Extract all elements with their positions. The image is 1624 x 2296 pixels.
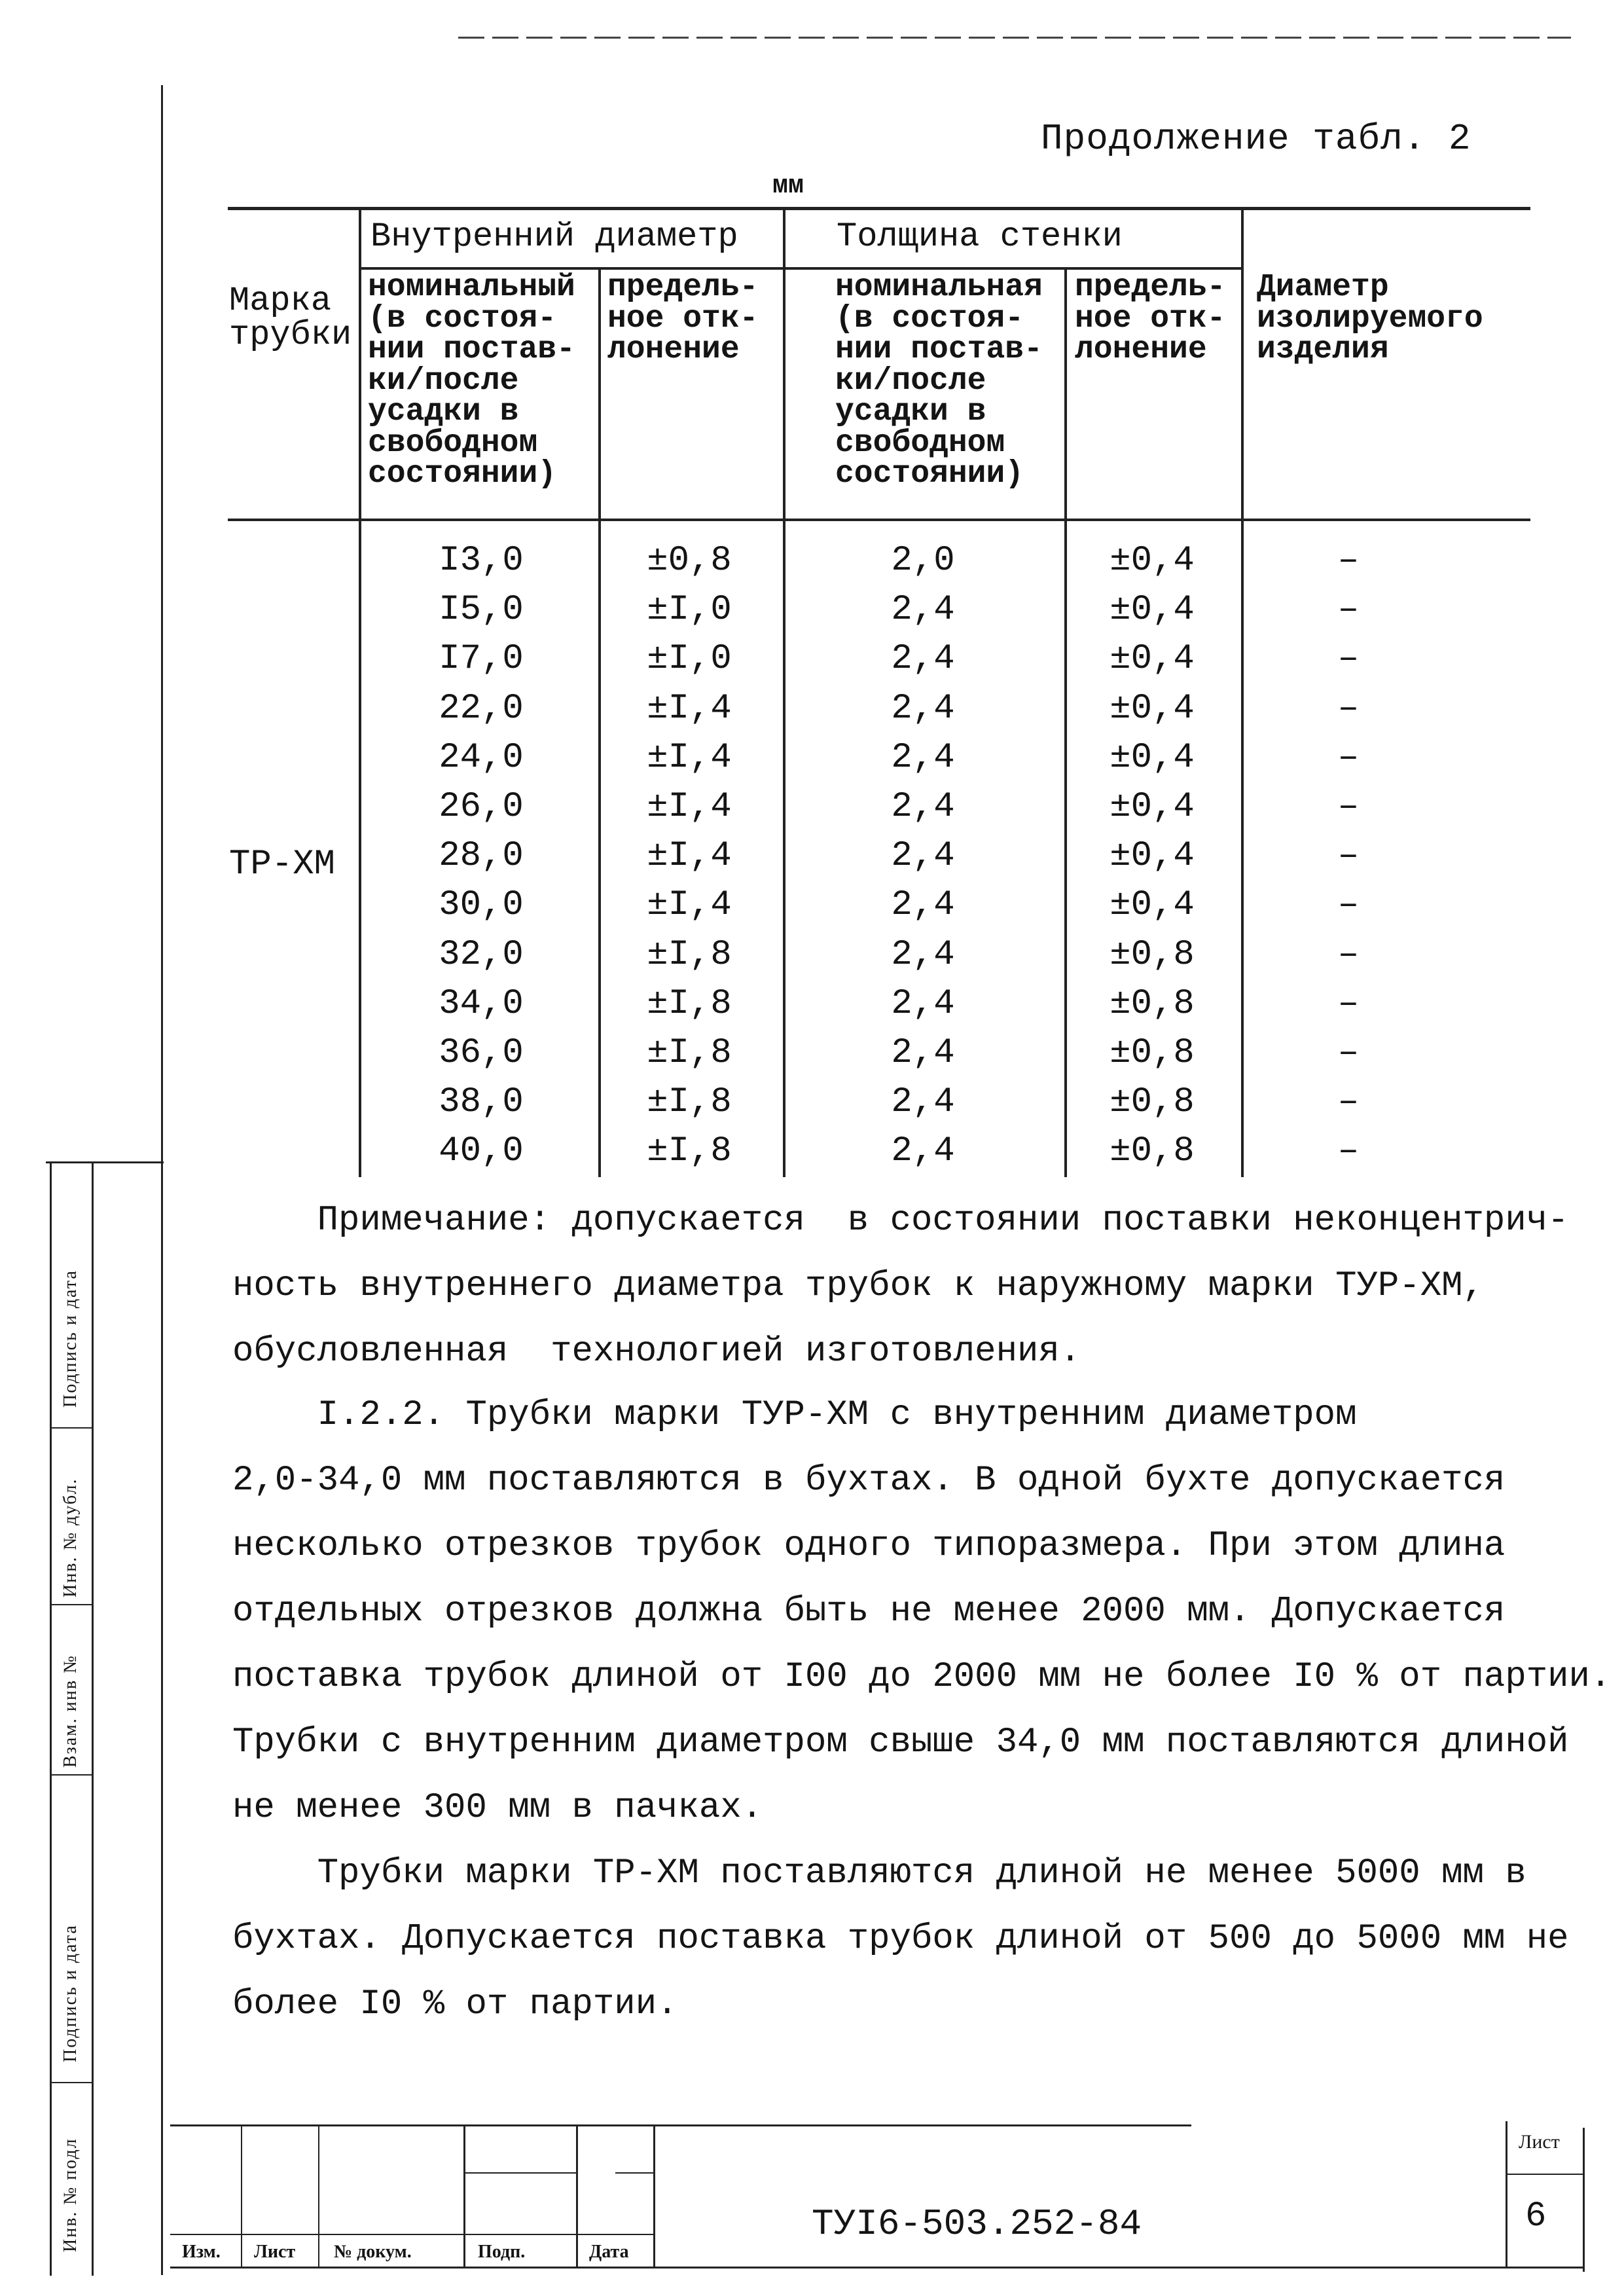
header-group-inner-diameter: Внутренний диаметр	[370, 217, 738, 256]
sheet-box-mid	[1506, 2174, 1584, 2175]
cell-wall-thickness: 2,4	[891, 885, 955, 926]
cell-wall-thickness: 2,4	[891, 639, 955, 680]
margin-dup-inventory: Инв. № дубл.	[60, 1478, 81, 1597]
body-line: отдельных отрезков должна быть не менее 2000 мм. Допускается	[232, 1592, 1506, 1631]
cell-wall-thickness: 2,0	[891, 541, 955, 581]
header-nominal-wall: номинальная (в состоя- нии постав- ки/после усадки в свободном состоянии)	[835, 270, 1043, 492]
cell-isolated-diameter: –	[1337, 885, 1360, 926]
cell-wall-thickness: 2,4	[891, 1131, 955, 1172]
stamp-list: Лист	[254, 2242, 296, 2262]
sheet-label: Лист	[1519, 2131, 1560, 2153]
header-group-wall-thickness: Толщина стенки	[837, 217, 1123, 256]
cell-inner-diameter: 36,0	[439, 1033, 524, 1073]
body-line: I.2.2. Трубки марки ТУР-ХМ с внутренним диаметром	[232, 1395, 1357, 1435]
cell-inner-deviation: ±I,4	[647, 737, 732, 778]
stamp-date: Дата	[589, 2242, 629, 2262]
margin-sep-1	[50, 1427, 93, 1429]
cell-wall-thickness: 2,4	[891, 590, 955, 630]
cell-isolated-diameter: –	[1337, 688, 1360, 729]
body-line: ность внутреннего диаметра трубок к наружному марки ТУР-ХМ,	[232, 1266, 1484, 1306]
cell-wall-thickness: 2,4	[891, 983, 955, 1024]
cell-inner-deviation: ±I,4	[647, 787, 732, 827]
stamp-izm: Изм.	[182, 2242, 221, 2262]
cell-wall-thickness: 2,4	[891, 688, 955, 729]
cell-inner-diameter: 30,0	[439, 885, 524, 926]
cell-inner-deviation: ±I,0	[647, 639, 732, 680]
margin-replace-inventory: Взам. инв №	[60, 1654, 81, 1768]
body-line: Трубки марки ТР-ХМ поставляются длиной не менее 5000 мм в	[232, 1853, 1526, 1893]
header-deviation-inner: предель- ное отк- лонение	[607, 270, 759, 368]
sheet-number: 6	[1525, 2196, 1547, 2236]
cell-isolated-diameter: –	[1337, 1131, 1360, 1172]
table-top-line	[228, 207, 1530, 210]
cell-wall-deviation: ±0,8	[1110, 1131, 1195, 1172]
cell-inner-diameter: 22,0	[439, 688, 524, 729]
cell-wall-deviation: ±0,4	[1110, 737, 1195, 778]
tb-col-5	[653, 2125, 655, 2267]
table-continuation-caption: Продолжение табл. 2	[1041, 118, 1471, 160]
tb-inner-line-a	[465, 2172, 576, 2174]
stamp-sign: Подп.	[478, 2242, 526, 2262]
cell-inner-diameter: 28,0	[439, 836, 524, 877]
cell-wall-thickness: 2,4	[891, 934, 955, 975]
cell-wall-thickness: 2,4	[891, 836, 955, 877]
margin-sign-date-bottom: Подпись и дата	[60, 1924, 81, 2062]
cell-wall-thickness: 2,4	[891, 1082, 955, 1123]
cell-inner-deviation: ±I,8	[647, 934, 732, 975]
cell-inner-deviation: ±0,8	[647, 541, 732, 581]
document-code: ТУI6-503.252-84	[812, 2203, 1142, 2245]
cell-wall-thickness: 2,4	[891, 737, 955, 778]
cell-inner-deviation: ±I,8	[647, 983, 732, 1024]
title-block-top-line	[170, 2124, 1191, 2126]
cell-isolated-diameter: –	[1337, 737, 1360, 778]
table-header-bottom-line	[228, 519, 1530, 521]
cell-inner-deviation: ±I,4	[647, 885, 732, 926]
cell-inner-deviation: ±I,8	[647, 1082, 732, 1123]
cell-wall-deviation: ±0,4	[1110, 885, 1195, 926]
cell-wall-deviation: ±0,4	[1110, 688, 1195, 729]
margin-orig-inventory: Инв. № подл	[60, 2138, 81, 2252]
body-line: Трубки с внутренним диаметром свыше 34,0 мм поставляются длиной	[232, 1722, 1569, 1762]
tb-col-2	[318, 2125, 319, 2267]
body-line: Примечание: допускается в состоянии поставки неконцентрич-	[232, 1201, 1569, 1241]
margin-top-line	[46, 1161, 164, 1163]
margin-sep-4	[50, 2082, 93, 2083]
frame-left-border	[161, 85, 163, 2275]
cell-isolated-diameter: –	[1337, 590, 1360, 630]
cell-inner-diameter: 26,0	[439, 787, 524, 827]
cell-wall-deviation: ±0,4	[1110, 836, 1195, 877]
header-brand: Марка трубки	[229, 282, 352, 354]
cell-inner-deviation: ±I,4	[647, 688, 732, 729]
margin-left-line	[50, 1163, 52, 2276]
header-isolated-diameter: Диаметр изолируемого изделия	[1257, 270, 1483, 368]
cell-wall-deviation: ±0,4	[1110, 639, 1195, 680]
brand-cell: ТР-ХМ	[229, 845, 336, 884]
frame-right-border	[1583, 2128, 1585, 2272]
cell-wall-thickness: 2,4	[891, 787, 955, 827]
cell-wall-deviation: ±0,8	[1110, 934, 1195, 975]
margin-sep-3	[50, 1774, 93, 1776]
tb-col-1	[241, 2125, 242, 2267]
margin-sep-2	[50, 1604, 93, 1605]
body-line: более I0 % от партии.	[232, 1984, 678, 2024]
cell-inner-diameter: 40,0	[439, 1131, 524, 1172]
cell-inner-diameter: 38,0	[439, 1082, 524, 1123]
cell-isolated-diameter: –	[1337, 1033, 1360, 1073]
tb-inner-line-b	[615, 2172, 653, 2174]
cell-wall-deviation: ±0,4	[1110, 541, 1195, 581]
body-line: бухтах. Допускается поставка трубок длиной от 500 до 5000 мм не	[232, 1919, 1569, 1959]
tb-col-3	[463, 2125, 465, 2267]
cell-isolated-diameter: –	[1337, 836, 1360, 877]
cell-wall-deviation: ±0,4	[1110, 787, 1195, 827]
cell-inner-diameter: I5,0	[439, 590, 524, 630]
cell-inner-diameter: I3,0	[439, 541, 524, 581]
body-line: 2,0-34,0 мм поставляются в бухтах. В одной бухте допускается	[232, 1461, 1506, 1501]
cell-wall-deviation: ±0,4	[1110, 590, 1195, 630]
cell-isolated-diameter: –	[1337, 787, 1360, 827]
cell-inner-diameter: I7,0	[439, 639, 524, 680]
stamp-doc-no: № докум.	[334, 2242, 412, 2262]
cell-wall-thickness: 2,4	[891, 1033, 955, 1073]
tb-col-4	[576, 2125, 578, 2267]
margin-mid-line	[92, 1163, 94, 2276]
cell-wall-deviation: ±0,8	[1110, 1033, 1195, 1073]
cell-isolated-diameter: –	[1337, 1082, 1360, 1123]
cell-inner-diameter: 24,0	[439, 737, 524, 778]
title-block-bottom-line	[170, 2267, 1584, 2269]
sheet-box-left	[1506, 2121, 1507, 2269]
body-line: поставка трубок длиной от I00 до 2000 мм не более I0 % от партии.	[232, 1657, 1612, 1697]
cell-isolated-diameter: –	[1337, 639, 1360, 680]
cell-inner-deviation: ±I,0	[647, 590, 732, 630]
cell-wall-deviation: ±0,8	[1110, 983, 1195, 1024]
body-line: несколько отрезков трубок одного типоразмера. При этом длина	[232, 1526, 1506, 1566]
cell-inner-deviation: ±I,8	[647, 1033, 732, 1073]
cell-isolated-diameter: –	[1337, 541, 1360, 581]
cell-isolated-diameter: –	[1337, 983, 1360, 1024]
cell-inner-diameter: 34,0	[439, 983, 524, 1024]
cell-isolated-diameter: –	[1337, 934, 1360, 975]
header-nominal-inner: номинальный (в состоя- нии постав- ки/после усадки в свободном состоянии)	[368, 270, 575, 492]
cell-wall-deviation: ±0,8	[1110, 1082, 1195, 1123]
margin-sign-date-top: Подпись и дата	[60, 1269, 81, 1408]
table-unit-label: мм	[772, 172, 804, 201]
top-edge-line	[458, 37, 1571, 39]
cell-inner-diameter: 32,0	[439, 934, 524, 975]
body-line: не менее 300 мм в пачках.	[232, 1788, 763, 1828]
body-line: обусловленная технологией изготовления.	[232, 1332, 1081, 1372]
cell-inner-deviation: ±I,8	[647, 1131, 732, 1172]
cell-inner-deviation: ±I,4	[647, 836, 732, 877]
header-deviation-wall: предель- ное отк- лонение	[1075, 270, 1226, 368]
table-col-line-1	[359, 208, 361, 1177]
title-block-row-line	[170, 2234, 655, 2235]
